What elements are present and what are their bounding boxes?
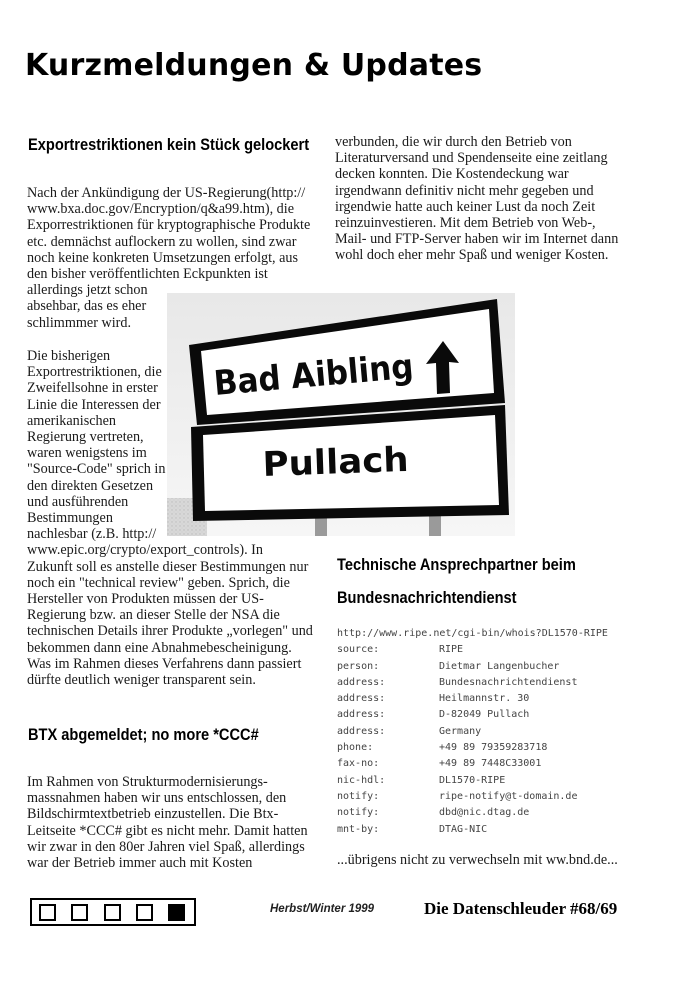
article1-text-line: noch keine konkreten Umsetzungen erfolgt, aus	[27, 249, 299, 266]
article1-text-line: Hersteller von Produkten müssen der US-	[27, 591, 264, 608]
article1-text-line: Bestimmungen	[27, 510, 113, 527]
article1-text-line: www.bxa.doc.gov/Encryption/q&a99.htm), die	[27, 201, 295, 218]
article1-text-line: schlimmmer wird.	[27, 314, 132, 331]
article2-text-line: decken konnten. Die Kostendeckung war	[335, 166, 569, 183]
whois-row	[337, 805, 667, 821]
footer-square-empty	[104, 904, 121, 921]
whois-value: +49 89 79359283718	[439, 742, 548, 754]
article2-text-line: war der Betrieb immer auch mit Kosten	[27, 855, 253, 872]
footer-squares	[30, 898, 196, 926]
article1-text-line: Linie die Interessen der	[27, 396, 161, 413]
article1-text-line: www.epic.org/crypto/export_controls). In	[27, 542, 264, 559]
whois-value: Bundesnachrichtendienst	[439, 676, 578, 688]
article2-text-line: Mail- und FTP-Server haben wir im Internet dann	[335, 231, 619, 248]
article2-heading: BTX abgemeldet; no more *CCC#	[28, 725, 259, 744]
footer-square-empty	[136, 904, 153, 921]
whois-key: nic-hdl:	[337, 774, 386, 786]
whois-key: notify:	[337, 807, 380, 819]
road-sign-photo	[167, 293, 515, 536]
whois-value: dbd@nic.dtag.de	[439, 807, 530, 819]
article1-text-line: Regierung bzw. an dieser Stelle der NSA die	[27, 607, 280, 624]
article1-text-line: den bisher veröffentlichten Eckpunkten ist	[27, 266, 268, 283]
footer-square-filled	[168, 904, 185, 921]
article1-text-line: "Source-Code" sprich in	[27, 461, 166, 478]
article3-heading-line2: Bundesnachrichtendienst	[337, 588, 517, 607]
article2-text-line: verbunden, die wir durch den Betrieb von	[335, 134, 572, 150]
sign-top-text: Bad Aibling	[212, 345, 435, 404]
whois-row	[337, 724, 667, 740]
article1-text-line: Exporrestriktionen für kryptographische Produkte	[27, 217, 311, 234]
whois-value: DTAG-NIC	[439, 823, 488, 835]
article2-text-line: Leitseite *CCC# gibt es nicht mehr. Damit hatten	[27, 822, 308, 839]
whois-row	[337, 773, 667, 789]
footer-issue: Herbst/Winter 1999	[270, 903, 375, 915]
whois-row	[337, 675, 667, 691]
article1-text-line: amerikanischen	[27, 412, 117, 429]
whois-value: Heilmannstr. 30	[439, 693, 530, 705]
whois-url: http://www.ripe.net/cgi-bin/whois?DL1570-RIPE	[337, 628, 608, 639]
whois-row	[337, 756, 667, 772]
whois-key: address:	[337, 709, 386, 721]
whois-key: notify:	[337, 790, 380, 802]
article1-text-line: Exportrestriktionen, die	[27, 364, 162, 381]
footer-square-empty	[39, 904, 56, 921]
whois-value: RIPE	[439, 644, 464, 656]
article1-text-line: allerdings jetzt schon	[27, 282, 148, 299]
article1-text-line: etc. demnächst auflockern zu wollen, sind zwar	[27, 233, 297, 250]
article1-text-line: waren wenigstens im	[27, 445, 147, 462]
whois-key: address:	[337, 725, 386, 737]
article2-text-line: massnahmen haben wir uns entschlossen, den	[27, 790, 287, 807]
whois-value: Dietmar Langenbucher	[439, 660, 560, 672]
sign-bottom-text: Pullach	[261, 440, 403, 485]
whois-key: address:	[337, 693, 386, 705]
article2-text-line: Bildschirmtextbetrieb einzustellen. Die Btx-	[27, 806, 279, 823]
article2-text-line: Im Rahmen von Strukturmodernisierungs-	[27, 774, 268, 790]
whois-row	[337, 707, 667, 723]
whois-key: mnt-by:	[337, 823, 380, 835]
whois-value: Germany	[439, 725, 482, 737]
whois-row	[337, 659, 667, 675]
page-title: Kurzmeldungen & Updates	[25, 48, 483, 83]
whois-value: DL1570-RIPE	[439, 774, 506, 786]
article2-paragraph	[27, 774, 327, 871]
bnd-closing-note: ...übrigens nicht zu verwechseln mit ww.bnd.de...	[337, 852, 618, 868]
article1-text-line: Regierung vertreten,	[27, 429, 144, 446]
whois-key: person:	[337, 660, 380, 672]
article2-continuation	[335, 134, 655, 264]
footer-square-empty	[71, 904, 88, 921]
whois-row	[337, 691, 667, 707]
whois-record	[337, 626, 667, 838]
road-sign-graphic	[167, 293, 515, 536]
article2-text-line: Literaturversand und Spendenseite eine zeitlang	[335, 150, 608, 167]
article1-text-line: Zweifellsohne in erster	[27, 380, 158, 397]
article1-text-line: den direkten Gesetzen	[27, 477, 154, 494]
whois-value: ripe-notify@t-domain.de	[439, 790, 578, 802]
whois-key: fax-no:	[337, 758, 380, 770]
article2-text-line: irgendwann definitiv nicht mehr gegeben und	[335, 182, 594, 199]
article1-text-line: absehbar, das es eher	[27, 298, 147, 315]
article1-text-line: technischen Details ihrer Produkte „vorlegen" und	[27, 623, 313, 640]
article1-text-line: und ausführenden	[27, 493, 129, 510]
article1-text-line: Zukunft soll es anstelle dieser Bestimmungen nur	[27, 558, 309, 575]
article1-text-line: Nach der Ankündigung der US-Regierung(http://	[27, 185, 306, 201]
whois-row	[337, 740, 667, 756]
whois-row	[337, 789, 667, 805]
article2-text-line: wohl doch eher mehr Spaß und weniger Kosten.	[335, 247, 609, 264]
article1-text-line: nachlesbar (z.B. http://	[27, 526, 157, 543]
article1-text-line: dürfte deutlich weniger transparent sein.	[27, 672, 256, 689]
article2-text-line: reinzuinvestieren. Mit dem Betrieb von Web-,	[335, 215, 596, 232]
article1-text-line: bekommen dann eine Abnahmebescheinigung.	[27, 639, 292, 656]
whois-key: source:	[337, 644, 380, 656]
article2-text-line: wir zwar in den 80er Jahren viel Spaß, allerdings	[27, 838, 305, 855]
article2-text-line: irgendwie hatte auch keiner Lust da noch Zeit	[335, 198, 596, 215]
footer-magazine: Die Datenschleuder #68/69	[424, 899, 618, 918]
article1-text-line: noch ein "technical review" geben. Sprich, die	[27, 574, 290, 591]
article1-text-line: Was im Rahmen dieses Verfahrens dann passiert	[27, 655, 302, 672]
whois-key: address:	[337, 676, 386, 688]
whois-row	[337, 642, 667, 658]
article3-heading-line1: Technische Ansprechpartner beim	[337, 555, 576, 574]
whois-row	[337, 822, 667, 838]
whois-value: D-82049 Pullach	[439, 709, 530, 721]
article1-text-line: Die bisherigen	[27, 348, 111, 364]
whois-key: phone:	[337, 742, 374, 754]
article1-heading: Exportrestriktionen kein Stück gelockert	[28, 135, 310, 154]
whois-value: +49 89 7448C33001	[439, 758, 542, 770]
